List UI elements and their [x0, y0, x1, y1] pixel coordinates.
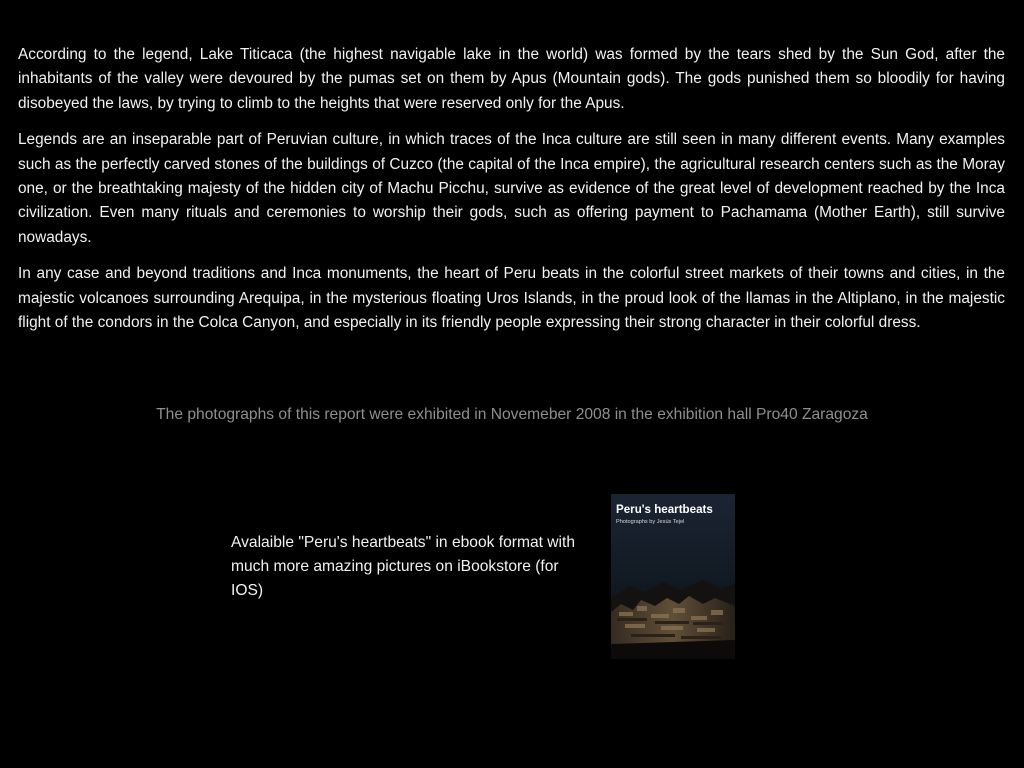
ebook-cover-subtitle: Photographs by Jesús Tejel	[616, 519, 685, 525]
ebook-cover[interactable]	[611, 494, 735, 659]
paragraph-legend: According to the legend, Lake Titicaca (the highest navigable lake in the world) was formed by the tears shed by the Sun God, after the inhabitants of the valley were devoured by the pumas set on them by Apus (Mountain gods). The gods punished them so bloodily for having disobeyed the laws, by trying to climb to the heights that were reserved only for the Apus.	[18, 46, 1005, 112]
ebook-cover-title: Peru's heartbeats	[616, 503, 713, 516]
paragraph-culture: Legends are an inseparable part of Peruvian culture, in which traces of the Inca culture are still seen in many different events. Many examples such as the perfectly carved stones of the buildings of Cuzco (the capital of the Inca empire), the agricultural research centers such as the Moray one, or the breathtaking majesty of the hidden city of Machu Picchu, survive as evidence of the great level of development reached by the Inca civilization. Even many rituals and ceremonies to worship their gods, such as offering payment to Pachamama (Mother Earth), still survive nowadays.	[18, 131, 1005, 246]
paragraph-heart-of-peru: In any case and beyond traditions and Inca monuments, the heart of Peru beats in the colorful street markets of their towns and cities, in the majestic volcanoes surrounding Arequipa, in the mysterious floating Uros Islands, in the proud look of the llamas in the Altiplano, in the majestic flight of the condors in the Colca Canyon, and especially in its friendly people expressing their strong character in their colorful dress.	[18, 265, 1005, 332]
exhibition-note: The photographs of this report were exhibited in Novemeber 2008 in the exhibition hall Pro40 Zaragoza	[156, 406, 868, 423]
ebook-promo-text: Avalaible "Peru's heartbeats" in ebook format with much more amazing pictures on iBookstore (for IOS)	[231, 534, 576, 599]
article-body	[18, 43, 1005, 347]
